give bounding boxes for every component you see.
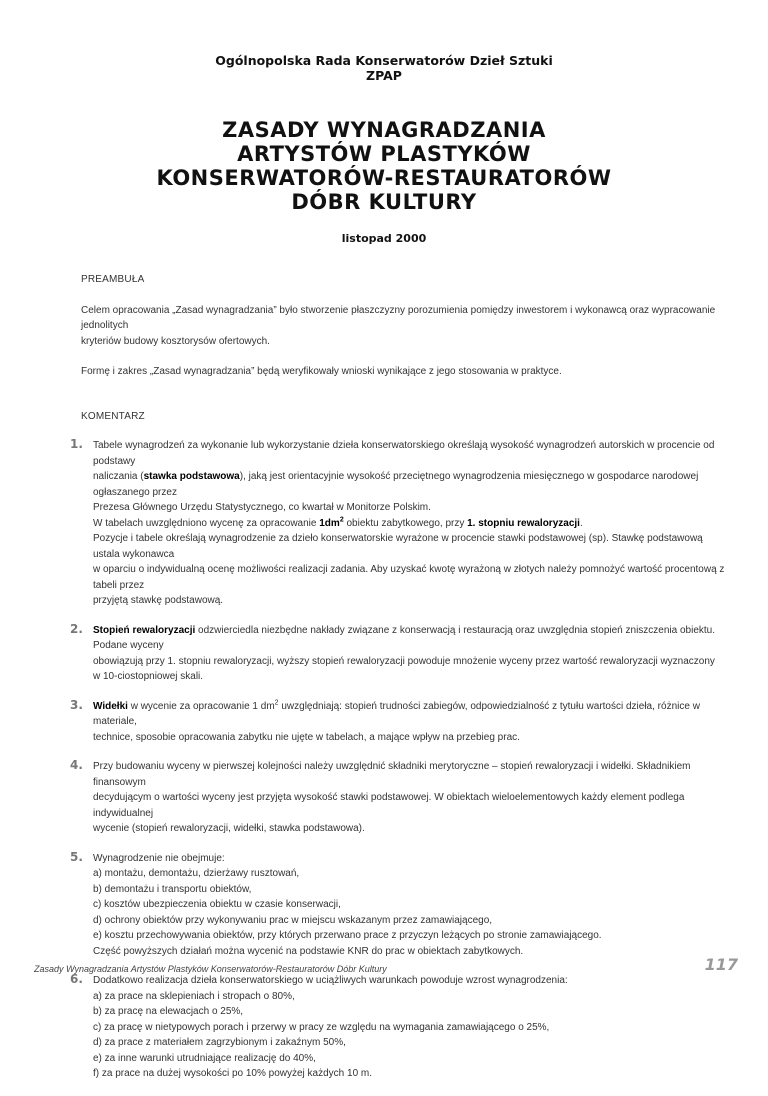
text-line: Celem opracowania „Zasad wynagradzania” było stworzenie płaszczyzny porozumienia pomiędzy inwestorem i wykonawcą oraz wypracowanie jednolitych xyxy=(81,304,716,331)
text-line: e) kosztu przechowywania obiektów, przy których przerwano prace z przyczyn leżących po stronie zamawiającego. xyxy=(93,930,602,941)
document-date: listopad 2000 xyxy=(341,232,427,245)
text-line: Część powyższych działań można wycenić na podstawie KNR do prac w obiektach zabytkowych. xyxy=(93,945,524,957)
text-line xyxy=(93,623,731,654)
dm-term xyxy=(319,518,343,529)
text-fragment: ), jaką jest orientacyjnie wysokość przeciętnego wynagrodzenia miesięcznego w gospodarce narodowej ogłaszanego przez xyxy=(93,471,699,498)
list-item-5 xyxy=(70,849,731,960)
item-number: 5. xyxy=(70,849,83,864)
preambula-paragraph-2: Formę i zakres „Zasad wynagradzania” będą weryfikowały wnioski wynikające z jego stosowania w praktyce. xyxy=(81,366,562,377)
list-item-6 xyxy=(70,972,731,1082)
superscript: 2 xyxy=(339,516,344,524)
organization-line-2: ZPAP xyxy=(366,68,402,83)
widelki-term: Widełki xyxy=(93,700,128,712)
text-line xyxy=(93,469,731,500)
organization-name xyxy=(0,53,768,83)
text-line: c) kosztów ubezpieczenia obiektu w czasie konserwacji, xyxy=(93,899,341,910)
stopien-term: 1. stopniu rewaloryzacji xyxy=(467,517,580,529)
preambula-paragraph-1 xyxy=(81,303,731,350)
text-line: d) ochrony obiektów przy wykonywaniu prac w miejscu wskazanym przez zamawiającego, xyxy=(93,914,493,926)
text-line: przyjętą stawkę podstawową. xyxy=(93,595,224,606)
organization-line-1: Ogólnopolska Rada Konserwatorów Dzieł Sztuki xyxy=(215,53,553,68)
text-line xyxy=(93,516,731,532)
item-number: 4. xyxy=(70,758,83,772)
text-line: Przy budowaniu wyceny w pierwszej kolejności należy uwzględnić składniki merytoryczne – stopień rewaloryzacji i widełki. Składnikiem finansowym xyxy=(93,761,691,788)
text-line: a) montażu, demontażu, dzierżawy rusztowań, xyxy=(93,868,300,879)
dm-term-text: 1dm xyxy=(319,517,340,529)
text-line: w 10-ciostopniowej skali. xyxy=(93,671,204,682)
komentarz-heading: KOMENTARZ xyxy=(81,410,145,422)
list-item-1 xyxy=(70,437,731,609)
text-line: w oparciu o indywidualną ocenę możliwości realizacji zadania. Aby uzyskać kwotę wyrażoną w złotych należy pomnożyć wartość procentową z tabeli przez xyxy=(93,564,725,591)
text-line: Tabele wynagrodzeń za wykonanie lub wykorzystanie dzieła konserwatorskiego określają wysokość wynagrodzeń autorskich w procencie od podstawy xyxy=(93,440,715,467)
text-fragment: uwzględniają: stopień trudności zabiegów, odpowiedzialność z tytułu wartości dzieła, różnice w materiale, xyxy=(93,700,700,727)
text-line: Pozycje i tabele określają wynagrodzenie za dzieło konserwatorskie wyrażone w procencie stawki podstawowej (sp). Stawkę podstawową ustala wykonawca xyxy=(93,533,703,560)
document-title xyxy=(0,118,768,214)
title-line-4: DÓBR KULTURY xyxy=(291,190,477,214)
superscript: 2 xyxy=(274,699,279,707)
list-item-4 xyxy=(70,758,731,837)
text-fragment: . xyxy=(579,517,583,529)
text-line: b) za pracę na elewacjach o 25%, xyxy=(93,1006,244,1017)
item-number: 2. xyxy=(70,621,83,636)
stawka-podstawowa-term: stawka podstawowa xyxy=(143,471,240,482)
item-number: 1. xyxy=(70,437,83,451)
text-line: d) za prace z materiałem zagrzybionym i zakaźnym 50%, xyxy=(93,1037,346,1048)
preambula-heading: PREAMBUŁA xyxy=(81,274,145,285)
text-line: technice, sposobie opracowania zabytku nie ujęte w tabelach, a mające wpływ na przebieg prac. xyxy=(93,731,520,743)
text-line xyxy=(93,699,731,730)
text-fragment: W tabelach uwzględniono wycenę za opracowanie xyxy=(93,517,320,529)
item-number: 3. xyxy=(70,697,83,712)
text-fragment: naliczania ( xyxy=(93,471,144,482)
text-line: obowiązują przy 1. stopniu rewaloryzacji, wyższy stopień rewaloryzacji powoduje mnożenie wyceny przez wartość rewaloryzacji wyznaczony xyxy=(93,655,715,667)
text-line: c) za pracę w nietypowych porach i przerwy w pracy ze względu na wymagania zamawiającego o 25%, xyxy=(93,1021,550,1033)
text-line: Prezesa Głównego Urzędu Statystycznego, co kwartał w Monitorze Polskim. xyxy=(93,502,431,513)
list-item-3 xyxy=(70,697,731,746)
title-line-1: ZASADY WYNAGRADZANIA xyxy=(222,118,546,142)
title-line-3: KONSERWATORÓW-RESTAURATORÓW xyxy=(156,166,612,190)
text-line: Wynagrodzenie nie obejmuje: xyxy=(93,852,225,864)
list-item-2 xyxy=(70,621,731,685)
title-line-2: ARTYSTÓW PLASTYKÓW xyxy=(237,142,531,166)
text-fragment: w wycenie za opracowanie 1 dm xyxy=(127,700,275,712)
text-line: decydującym o wartości wyceny jest przyjęta wysokość stawki podstawowej. W obiektach wieloelementowych każdy element podlega indywidualnej xyxy=(93,792,685,819)
text-line: a) za prace na sklepieniach i stropach o 80%, xyxy=(93,990,295,1002)
text-line: b) demontażu i transportu obiektów, xyxy=(93,883,252,895)
text-line: e) za inne warunki utrudniające realizację do 40%, xyxy=(93,1052,316,1064)
text-fragment: odzwierciedla niezbędne nakłady związane z konserwacją i restauracją oraz uwzględnia stopień zniszczenia obiektu. Podane wyceny xyxy=(93,624,715,651)
stopien-rewaloryzacji-term: Stopień rewaloryzacji xyxy=(93,624,196,636)
text-line: Dodatkowo realizacja dzieła konserwatorskiego w uciążliwych warunkach powoduje wzrost wynagrodzenia: xyxy=(93,975,568,986)
page-number: 117 xyxy=(704,955,738,974)
text-line: f) za prace na dużej wysokości po 10% powyżej każdych 10 m. xyxy=(93,1068,373,1079)
page-footer: Zasady Wynagradzania Artystów Plastyków Konserwatorów-Restauratorów Dóbr Kultury xyxy=(34,964,387,974)
text-line: kryteriów budowy kosztorysów ofertowych. xyxy=(81,335,270,347)
item-number: 6. xyxy=(70,972,83,986)
text-line: wycenie (stopień rewaloryzacji, widełki, stawka podstawowa). xyxy=(93,823,365,834)
text-fragment: obiektu zabytkowego, przy xyxy=(343,517,468,529)
